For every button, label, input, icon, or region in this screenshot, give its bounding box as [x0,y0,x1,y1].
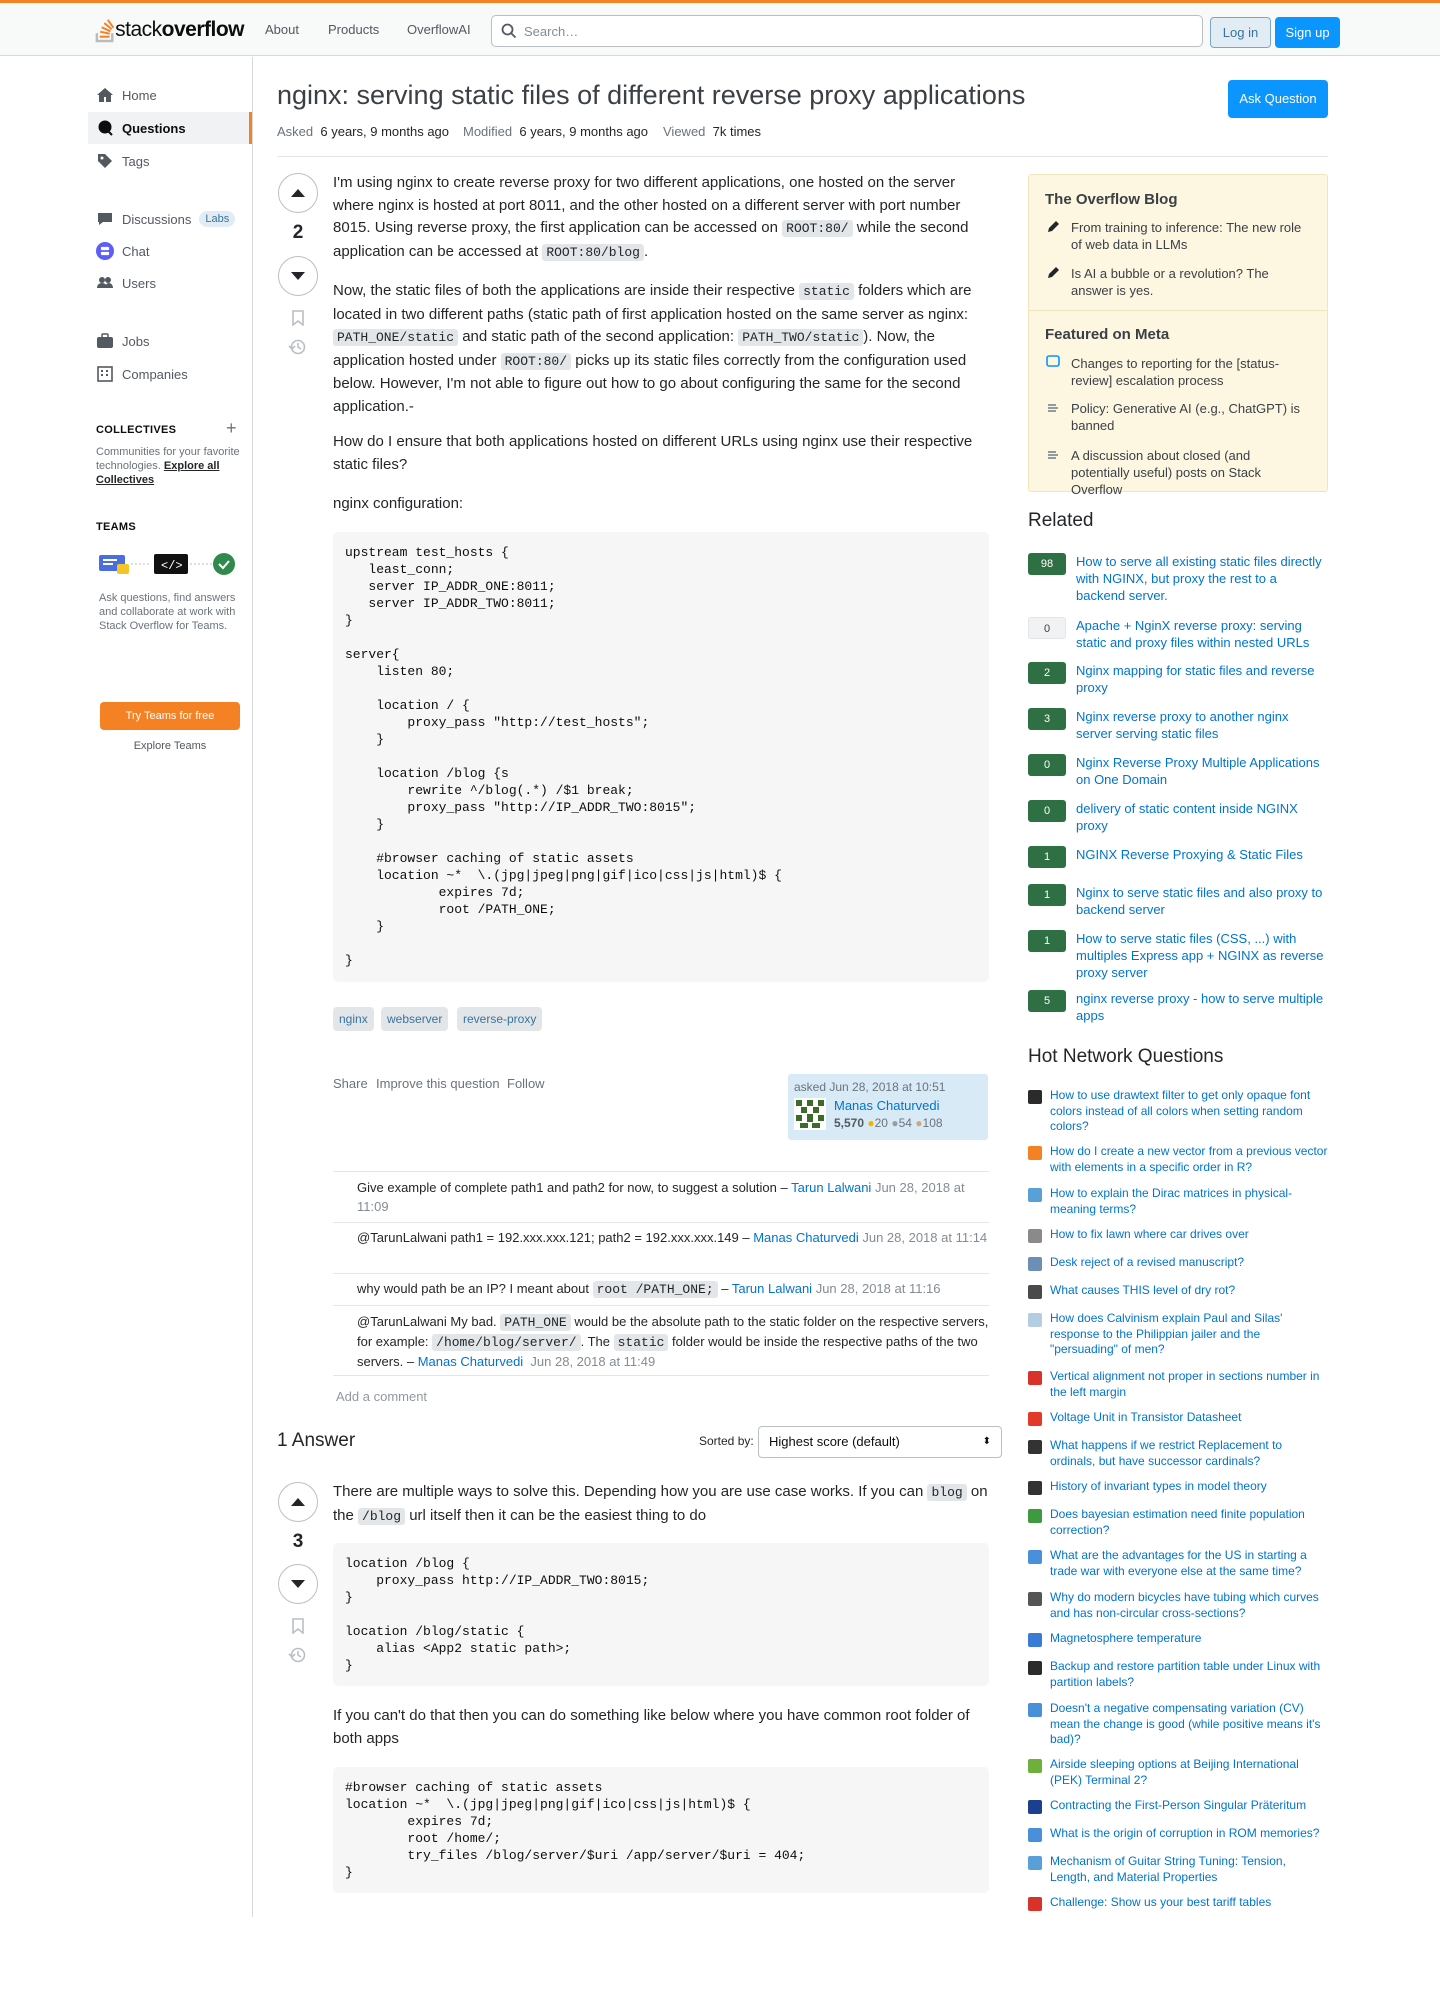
hot-question-item[interactable] [1028,1590,1328,1620]
comment-divider [333,1222,989,1223]
asked-meta: Asked 6 years, 9 months ago [277,124,450,139]
sidebar-item-users[interactable] [88,267,252,299]
related-item[interactable] [1028,800,1328,836]
nav-overflowai[interactable]: OverflowAI [407,22,471,37]
related-link[interactable]: delivery of static content inside NGINX proxy [1076,801,1298,833]
top-bar [0,0,1440,56]
bookmark-icon[interactable] [289,309,307,327]
explore-teams-link[interactable]: Explore Teams [133,740,207,752]
search-input[interactable] [524,21,1164,41]
related-score: 1 [1028,930,1066,952]
related-link[interactable]: nginx reverse proxy - how to serve multiple apps [1076,991,1324,1023]
question-paragraph-1: I'm using nginx to create reverse proxy for two different applications, one hosted on the server where nginx is hosted at port 8011, and the other hosted on a different server with port number 8015. Using reverse proxy, the first application can be accessed on ROOT:80/ while the second application can be accessed at ROOT:80/blog . [333,174,969,260]
hot-network-heading: Hot Network Questions [1028,1046,1224,1067]
hot-question-item[interactable] [1028,1631,1328,1657]
meta-item[interactable]: Policy: Generative AI (e.g., ChatGPT) is banned [1071,401,1301,433]
nav-products[interactable]: Products [328,22,380,37]
hot-question-link[interactable]: Contracting the First-Person Singular Präteritum [1050,1798,1307,1812]
hot-question-item[interactable] [1028,1479,1328,1505]
question-paragraph-2: Now, the static files of both the applications are inside their respective static folders which are located in two different paths (static path of first application hosted on the same server as nginx: PATH_ONE/static and static path of the second application: PATH_TWO/static ). Now, the application hosted under ROOT:80/ picks up its static files correctly from the configuration used below. However, I'm not able to figure out how to go about configuring the same for the second application.- [333,282,972,415]
add-collective-icon[interactable]: + [226,418,237,438]
question-title[interactable]: nginx: serving static files of different reverse proxy applications [277,80,1026,110]
answer-paragraph-2: If you can't do that then you can do something like below where you have common root folder of both apps [333,1707,970,1747]
comment-divider [333,1171,989,1172]
comment: @TarunLalwani path1 = 192.xxx.xxx.121; path2 = 192.xxx.xxx.149 – Manas Chaturvedi Jun 28, 2018 at 11:14 [357,1230,988,1245]
site-favicon-icon [1028,1188,1042,1202]
question-paragraph-4: nginx configuration: [333,495,464,512]
bookmark-icon[interactable] [289,1617,307,1635]
comment-user[interactable]: Tarun Lalwani [731,1281,813,1296]
upvote-button[interactable] [278,173,318,213]
sidebar-item-label: Jobs [122,333,150,349]
hot-question-link[interactable]: Mechanism of Guitar String Tuning: Tension, Length, and Material Properties [1050,1854,1286,1884]
site-favicon-icon [1028,1703,1042,1717]
comment-user[interactable]: Tarun Lalwani [791,1180,872,1195]
hot-question-link[interactable]: Voltage Unit in Transistor Datasheet [1050,1410,1242,1424]
answer-code-block-1[interactable]: location /blog { proxy_pass http://IP_ADDR_TWO:8015; } location /blog/static { alias <App2 static path>; } [333,1543,989,1686]
hot-question-link[interactable]: Does bayesian estimation need finite population correction? [1050,1507,1305,1537]
hot-question-item[interactable] [1028,1311,1328,1356]
sidebar-item-label: Questions [122,120,186,136]
hot-question-link[interactable]: What causes THIS level of dry rot? [1050,1283,1236,1297]
sidebar-item-label: Tags [122,153,150,169]
hot-question-link[interactable]: How to use drawtext filter to get only opaque font colors instead of all colors when setting random colors? [1050,1088,1311,1133]
related-link[interactable]: Apache + NginX reverse proxy: serving static and proxy files within nested URLs [1076,618,1310,650]
hot-question-item[interactable] [1028,1438,1328,1468]
hot-question-link[interactable]: What happens if we restrict Replacement to ordinals, but have successor cardinals? [1050,1438,1283,1468]
header-divider [277,156,1328,157]
related-score: 1 [1028,884,1066,906]
sidebar-item-companies[interactable] [88,358,252,390]
answers-count: 1 Answer [277,1430,356,1451]
ask-question-button[interactable]: Ask Question [1228,80,1328,118]
hot-question-item[interactable] [1028,1255,1328,1281]
briefcase-icon [96,332,114,350]
site-favicon-icon [1028,1759,1042,1773]
hot-question-item[interactable] [1028,1410,1328,1436]
labs-badge: Labs [199,211,235,227]
collectives-text: Communities for your favorite technologies. Explore all Collectives [96,446,240,486]
sort-select[interactable]: Highest score (default) ⬍ [758,1426,1002,1458]
site-logo[interactable] [94,15,244,45]
hot-question-link[interactable]: Doesn't a negative compensating variation (CV) mean the change is good (while positive means it's bad)? [1050,1701,1321,1746]
comment-divider [333,1305,989,1306]
hot-question-item[interactable] [1028,1798,1328,1824]
user-reputation: 5,570 ●20 ●54 ●108 [834,1116,943,1130]
arrow-up-icon [290,188,306,198]
site-favicon-icon [1028,1800,1042,1814]
answer-downvote-button[interactable] [278,1564,318,1604]
site-favicon-icon [1028,1661,1042,1675]
comment-divider [333,1375,989,1376]
related-link[interactable]: Nginx to serve static files and also proxy to backend server [1076,885,1323,917]
answer-code-block-2[interactable]: #browser caching of static assets location ~* \.(jpg|jpeg|png|gif|ico|css|js|html)$ { expires 7d; root /home/; try_files /blog/server/$uri /app/server/$uri = 404; } [333,1767,989,1893]
teams-heading: TEAMS [96,521,136,533]
related-score: 1 [1028,846,1066,868]
teams-text: Ask questions, find answers and collaborate at work with Stack Overflow for Teams. [99,592,236,632]
site-favicon-icon [1028,1856,1042,1870]
speech-bubble-icon [1046,355,1060,369]
explore-collectives-link[interactable]: Explore all Collectives [96,460,220,486]
site-favicon-icon [1028,1633,1042,1647]
related-score: 0 [1028,800,1066,822]
site-favicon-icon [1028,1550,1042,1564]
chat-icon [96,242,114,260]
answer-paragraph-1: There are multiple ways to solve this. Depending how you are use case works. If you can blog on the /blog url itself then it can be the easiest thing to do [333,1483,988,1524]
answer-upvote-button[interactable] [278,1482,318,1522]
history-icon[interactable] [288,1646,306,1664]
svg-text:</>: </> [161,559,183,573]
sidebar-item-home[interactable] [88,79,252,111]
hot-question-link[interactable]: History of invariant types in model theory [1050,1479,1267,1493]
hot-question-item[interactable] [1028,1895,1328,1921]
downvote-button[interactable] [278,256,318,296]
hot-question-item[interactable] [1028,1283,1328,1309]
related-item[interactable] [1028,884,1328,920]
comment-user[interactable]: Manas Chaturvedi [417,1354,524,1369]
hot-question-link[interactable]: How to fix lawn where car drives over [1050,1227,1249,1241]
sidebar-item-tags[interactable] [88,145,252,177]
follow-link[interactable]: Follow [507,1076,545,1091]
hot-question-item[interactable] [1028,1826,1328,1852]
arrow-up-icon [290,1497,306,1507]
hot-question-link[interactable]: How do I create a new vector from a previous vector with elements in a specific order in R? [1050,1144,1328,1174]
site-favicon-icon [1028,1146,1042,1160]
sort-label: Sorted by: [699,1434,754,1448]
related-score: 98 [1028,553,1066,575]
building-icon [96,365,114,383]
arrow-down-icon [290,1579,306,1589]
blog-item[interactable]: Is AI a bubble or a revolution? The answer is yes. [1071,266,1269,298]
related-score: 2 [1028,662,1066,684]
hot-question-item[interactable] [1028,1186,1328,1216]
site-favicon-icon [1028,1509,1042,1523]
related-link[interactable]: NGINX Reverse Proxying & Static Files [1076,847,1303,862]
users-icon [96,274,114,292]
question-code-block[interactable]: upstream test_hosts { least_conn; server IP_ADDR_ONE:8011; server IP_ADDR_TWO:8011; } server{ listen 80; location / { proxy_pass "http://test_hosts"; } location /blog {s rewrite ^/blog(.*) /$1 break; proxy_pass "http://IP_ADDR_TWO:8015"; } #browser caching of static assets location ~* \.(jpg|jpeg|png|gif|ico|css|js|html)$ { expires 7d; root /PATH_ONE; } } [333,532,989,982]
sidebar-item-questions[interactable] [88,112,252,144]
hot-question-link[interactable]: How to explain the Dirac matrices in physical-meaning terms? [1050,1186,1293,1216]
stack-exchange-meta-icon [1046,400,1060,414]
hot-question-link[interactable]: Magnetosphere temperature [1050,1631,1202,1645]
teams-illustration [99,552,235,576]
hot-question-link[interactable]: What are the advantages for the US in starting a trade war with everyone else at the same time? [1050,1548,1307,1578]
related-score: 3 [1028,708,1066,730]
related-item[interactable] [1028,662,1328,698]
hot-question-link[interactable]: What is the origin of corruption in ROM memories? [1050,1826,1320,1840]
site-favicon-icon [1028,1371,1042,1385]
modified-meta: Modified 6 years, 9 months ago [463,124,649,139]
site-favicon-icon [1028,1592,1042,1606]
answer-score: 3 [292,1531,304,1552]
comment: Give example of complete path1 and path2 for now, to suggest a solution – Tarun Lalwani Jun 28, 2018 at 11:09 [357,1180,965,1214]
related-link[interactable]: How to serve static files (CSS, ...) with multiples Express app + NGINX as reverse proxy server [1076,931,1324,980]
comment-date[interactable]: Jun 28, 2018 at 11:09 [357,1180,965,1214]
hot-question-link[interactable]: How does Calvinism explain Paul and Silas' response to the Philippian jailer and the "persuading" of men? [1050,1311,1283,1356]
sort-arrows-icon: ⬍ [982,1436,991,1447]
hot-question-item[interactable] [1028,1757,1328,1787]
hot-question-item[interactable] [1028,1227,1328,1253]
improve-question-link[interactable]: Improve this question [376,1076,500,1091]
discussions-icon [96,210,114,228]
pencil-icon [1046,266,1060,280]
asker-card [788,1074,988,1140]
home-icon [96,86,114,104]
tag-webserver[interactable]: webserver [381,1007,448,1031]
meta-item[interactable]: Changes to reporting for the [status-review] escalation process [1071,356,1280,388]
sidebar-item-chat[interactable] [88,235,252,267]
hot-question-item[interactable] [1028,1701,1328,1746]
comment-date[interactable]: Jun 28, 2018 at 11:49 [530,1354,656,1369]
related-item[interactable] [1028,617,1328,653]
site-favicon-icon [1028,1481,1042,1495]
hot-question-item[interactable] [1028,1144,1328,1174]
related-item[interactable] [1028,990,1328,1026]
related-item[interactable] [1028,846,1328,874]
pencil-icon [1046,220,1060,234]
hot-question-link[interactable]: Challenge: Show us your best tariff tables [1050,1895,1272,1909]
tag-reverse-proxy[interactable]: reverse-proxy [457,1007,542,1031]
hot-question-item[interactable] [1028,1369,1328,1399]
hot-question-item[interactable] [1028,1548,1328,1578]
comment-divider [333,1273,989,1274]
comment-user[interactable]: Manas Chaturvedi [753,1230,859,1245]
question-paragraph-3: How do I ensure that both applications hosted on different URLs using nginx use their respective static files? [333,433,973,473]
site-favicon-icon [1028,1828,1042,1842]
signup-button[interactable]: Sign up [1275,17,1340,48]
left-sidebar [0,57,253,1917]
blog-divider [1029,310,1327,311]
stackoverflow-logo-icon [94,15,115,45]
blog-heading: The Overflow Blog [1045,191,1178,208]
question-score: 2 [292,222,304,243]
related-item[interactable] [1028,708,1328,744]
history-icon[interactable] [288,338,306,356]
questions-icon [96,119,114,137]
comment-date[interactable]: Jun 28, 2018 at 11:14 [862,1230,988,1245]
related-score: 5 [1028,990,1066,1012]
comment: @TarunLalwani My bad. PATH_ONE would be the absolute path to the static folder on the respective servers, for example: /home/blog/server/ . The static folder would be inside the respective paths of the two servers. – Manas Chaturvedi Jun 28, 2018 at 11:49 [357,1314,989,1369]
site-favicon-icon [1028,1257,1042,1271]
sidebar-item-label: Users [122,275,156,291]
login-button[interactable]: Log in [1210,17,1271,48]
comment: why would path be an IP? I meant about root /PATH_ONE; – Tarun Lalwani Jun 28, 2018 at 11:16 [357,1281,941,1297]
hot-question-link[interactable]: Why do modern bicycles have tubing which curves and has non-circular cross-sections? [1050,1590,1319,1620]
site-favicon-icon [1028,1412,1042,1426]
blog-item[interactable]: From training to inference: The new role of web data in LLMs [1071,220,1302,252]
nav-about[interactable]: About [265,22,299,37]
related-score: 0 [1028,617,1066,639]
hot-question-item[interactable] [1028,1507,1328,1537]
related-link[interactable]: How to serve all existing static files directly with NGINX, but proxy the rest to a backend server. [1076,554,1322,603]
related-link[interactable]: Nginx Reverse Proxy Multiple Applications on One Domain [1076,755,1320,787]
sidebar-item-label: Chat [122,243,150,259]
related-link[interactable]: Nginx reverse proxy to another nginx server serving static files [1076,709,1289,741]
hot-question-item[interactable] [1028,1659,1328,1689]
site-favicon-icon [1028,1090,1042,1104]
comment-date[interactable]: Jun 28, 2018 at 11:16 [815,1281,941,1296]
share-link[interactable]: Share [333,1076,368,1091]
stack-exchange-meta-icon [1046,447,1060,461]
sidebar-item-label: Companies [122,366,188,382]
meta-heading: Featured on Meta [1045,326,1170,343]
arrow-down-icon [290,271,306,281]
related-item[interactable] [1028,930,1328,982]
related-heading: Related [1028,510,1094,531]
collectives-heading: COLLECTIVES [96,424,177,436]
sidebar-item-discussions[interactable] [88,203,252,235]
related-score: 0 [1028,754,1066,776]
site-favicon-icon [1028,1440,1042,1454]
hot-question-link[interactable]: Vertical alignment not proper in sections number in the left margin [1050,1369,1320,1399]
hot-question-link[interactable]: Desk reject of a revised manuscript? [1050,1255,1245,1269]
site-favicon-icon [1028,1897,1042,1911]
related-link[interactable]: Nginx mapping for static files and reverse proxy [1076,663,1315,695]
asked-date: asked Jun 28, 2018 at 10:51 [794,1080,946,1094]
user-name[interactable]: Manas Chaturvedi [834,1098,940,1113]
hot-question-link[interactable]: Airside sleeping options at Beijing International (PEK) Terminal 2? [1050,1757,1299,1787]
sidebar-item-label: Home [122,87,157,103]
sidebar-item-jobs[interactable] [88,325,252,357]
hot-question-item[interactable] [1028,1854,1328,1884]
hot-question-link[interactable]: Backup and restore partition table under Linux with partition labels? [1050,1659,1321,1689]
related-item[interactable] [1028,553,1328,605]
search-box[interactable] [491,15,1203,47]
sidebar-item-label: Discussions [122,211,192,227]
site-favicon-icon [1028,1285,1042,1299]
related-item[interactable] [1028,754,1328,790]
meta-item[interactable]: A discussion about closed (and potentially useful) posts on Stack Overflow [1071,448,1262,497]
logo-text: stackoverflow [115,18,244,41]
try-teams-button[interactable]: Try Teams for free [100,702,240,730]
hot-question-item[interactable] [1028,1088,1328,1133]
tag-nginx[interactable]: nginx [333,1007,374,1031]
search-icon [501,23,517,39]
site-favicon-icon [1028,1229,1042,1243]
add-comment-link[interactable]: Add a comment [336,1389,428,1404]
overflow-blog-widget [1028,174,1328,497]
tag-icon [96,152,114,170]
avatar[interactable] [794,1098,826,1130]
site-favicon-icon [1028,1313,1042,1327]
viewed-meta: Viewed 7k times [663,124,762,139]
